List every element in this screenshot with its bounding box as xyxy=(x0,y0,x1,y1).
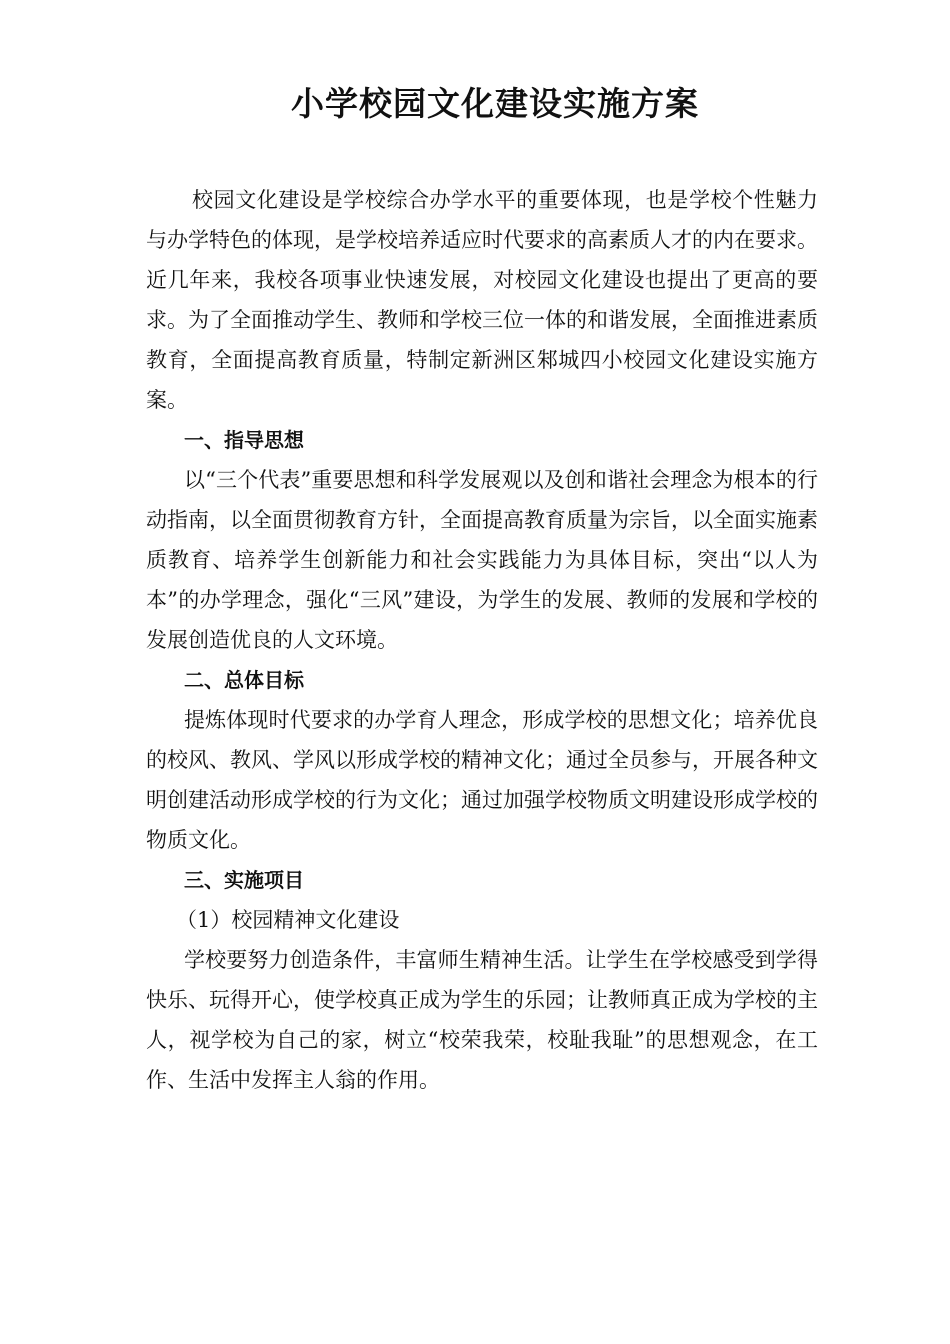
intro-paragraph: 校园文化建设是学校综合办学水平的重要体现，也是学校个性魅力与办学特色的体现，是学校培养适应时代要求的高素质人才的内在要求。近几年来，我校各项事业快速发展，对校园文化建设也提出了更高的要求。为了全面推动学生、教师和学校三位一体的和谐发展，全面推进素质教育，全面提高教育质量，特制定新洲区邾城四小校园文化建设实施方案。 xyxy=(146,188,818,412)
section-paragraph-guiding-ideology: 以“三个代表”重要思想和科学发展观以及创和谐社会理念为根本的行动指南，以全面贯彻教育方针，全面提高教育质量为宗旨，以全面实施素质教育、培养学生创新能力和社会实践能力为具体目标，突出“以人为本”的办学理念，强化“三风”建设，为学生的发展、教师的发展和学校的发展创造优良的人文环境。 xyxy=(146,468,818,652)
document-body xyxy=(146,180,818,1100)
section-paragraph-spiritual-culture: 学校要努力创造条件，丰富师生精神生活。让学生在学校感受到学得快乐、玩得开心，使学校真正成为学生的乐园；让教师真正成为学校的主人，视学校为自己的家，树立“校荣我荣，校耻我耻”的思想观念，在工作、生活中发挥主人翁的作用。 xyxy=(146,948,818,1092)
section-heading-implementation-items: 三、实施项目 xyxy=(184,868,304,892)
document-title: 小学校园文化建设实施方案 xyxy=(291,84,699,123)
section-paragraph-overall-goals: 提炼体现时代要求的办学育人理念，形成学校的思想文化；培养优良的校风、教风、学风以形成学校的精神文化；通过全员参与，开展各种文明创建活动形成学校的行为文化；通过加强学校物质文明建设形成学校的物质文化。 xyxy=(146,708,818,852)
section-heading-overall-goals: 二、总体目标 xyxy=(184,668,304,692)
subsection-heading-spiritual-culture: （1）校园精神文化建设 xyxy=(176,908,400,932)
section-heading-guiding-ideology: 一、指导思想 xyxy=(184,428,304,452)
